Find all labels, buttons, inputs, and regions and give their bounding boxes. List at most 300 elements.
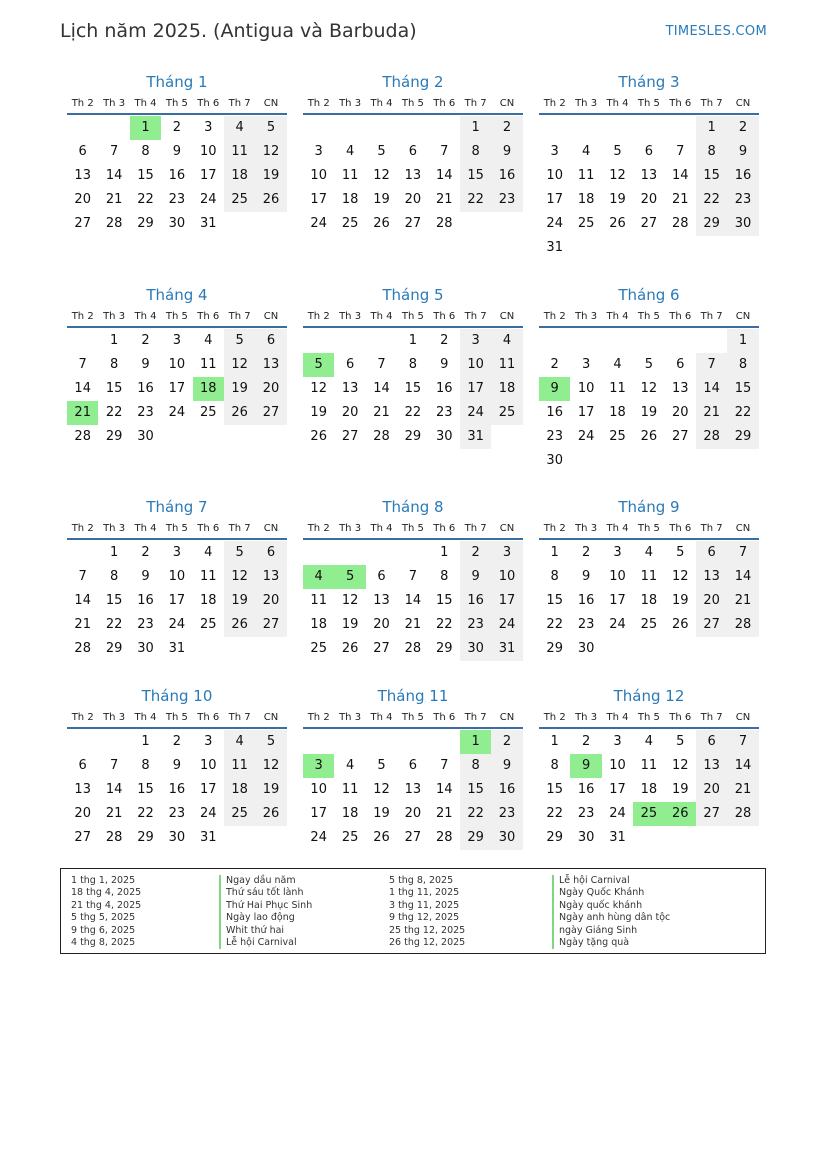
holiday-day-cell: 26 [665, 802, 696, 826]
day-cell: 16 [727, 164, 758, 188]
day-cell: 5 [255, 730, 286, 754]
weekday-label: Th 6 [197, 98, 220, 109]
day-cell: 13 [640, 168, 658, 183]
day-cell: 18 [199, 593, 217, 608]
day-cell: 10 [168, 569, 186, 584]
day-cell: 29 [460, 826, 491, 850]
day-cell: 2 [141, 545, 150, 560]
month-title: Tháng 1 [146, 73, 208, 91]
day-cell: 13 [671, 381, 689, 396]
day-cell: 18 [224, 778, 255, 802]
month-title: Tháng 6 [618, 286, 680, 304]
weekday-label: Th 2 [307, 98, 330, 109]
day-cell: 1 [141, 734, 150, 749]
day-cell: 31 [199, 830, 217, 845]
day-cell: 28 [435, 216, 453, 231]
legend-holiday-name: Whit thứ hai [219, 925, 312, 937]
day-cell: 25 [199, 617, 217, 632]
day-cell: 28 [373, 429, 390, 444]
day-cell: 27 [696, 802, 727, 826]
day-cell: 15 [727, 377, 758, 401]
weekday-label: Th 5 [401, 98, 424, 109]
day-cell: 7 [408, 569, 417, 584]
day-cell: 18 [640, 782, 658, 797]
day-cell: 30 [460, 637, 491, 661]
weekday-label: Th 3 [103, 523, 126, 534]
weekday-label: Th 3 [575, 523, 598, 534]
day-cell: 8 [696, 140, 727, 164]
day-cell: 17 [546, 192, 563, 207]
month-block [539, 285, 759, 473]
day-cell: 28 [727, 802, 758, 826]
day-cell: 5 [377, 144, 386, 159]
day-cell: 27 [404, 216, 422, 231]
days-grid [539, 541, 759, 661]
day-cell: 18 [341, 806, 359, 821]
weekday-label: Th 2 [543, 311, 566, 322]
day-cell: 20 [404, 192, 422, 207]
empty-cell [334, 730, 365, 754]
day-cell: 23 [577, 806, 595, 821]
day-cell: 31 [199, 216, 217, 231]
empty-cell [429, 730, 460, 754]
day-cell: 29 [137, 216, 154, 231]
day-cell: 20 [255, 377, 286, 401]
weekday-label: Th 4 [370, 523, 393, 534]
day-cell: 27 [255, 401, 286, 425]
day-cell: 6 [345, 357, 355, 372]
weekday-label: Th 2 [71, 712, 94, 723]
day-cell: 11 [341, 782, 359, 797]
day-cell: 18 [491, 377, 522, 401]
day-cell: 15 [546, 782, 563, 797]
empty-cell [334, 329, 365, 353]
legend-holiday-name: Thứ Hai Phục Sinh [219, 900, 312, 912]
day-cell: 5 [377, 758, 386, 773]
weekday-label: CN [263, 311, 279, 322]
day-cell: 16 [546, 405, 563, 420]
legend-holiday-name: Ngày Quốc Khánh [552, 887, 670, 899]
day-cell: 29 [727, 425, 758, 449]
month-title: Tháng 12 [613, 687, 685, 705]
empty-cell [602, 116, 633, 140]
days-grid [539, 730, 759, 850]
day-cell: 19 [341, 617, 359, 632]
weekday-label: Th 3 [575, 311, 598, 322]
weekday-header [303, 709, 523, 729]
month-block [67, 497, 287, 661]
holiday-day-cell: 5 [334, 565, 365, 589]
day-cell: 23 [168, 192, 186, 207]
month-title: Tháng 7 [146, 498, 208, 516]
legend-holiday-name: Ngày tặng quà [552, 937, 670, 949]
day-cell: 2 [581, 734, 591, 749]
weekday-label: Th 7 [700, 712, 723, 723]
day-cell: 2 [491, 730, 522, 754]
days-grid [67, 541, 287, 661]
day-cell: 9 [581, 569, 591, 584]
legend-holiday-date: 18 thg 4, 2025 [71, 887, 142, 899]
day-cell: 7 [78, 569, 87, 584]
day-cell: 8 [109, 357, 119, 372]
day-cell: 24 [199, 806, 217, 821]
day-cell: 17 [609, 782, 626, 797]
day-cell: 3 [613, 734, 622, 749]
month-title: Tháng 9 [618, 498, 680, 516]
day-cell: 15 [404, 381, 422, 396]
weekday-label: Th 7 [464, 311, 487, 322]
day-cell: 21 [74, 617, 91, 632]
day-cell: 19 [671, 593, 689, 608]
day-cell: 10 [310, 168, 327, 183]
day-cell: 4 [204, 333, 213, 348]
holiday-day-cell: 9 [570, 754, 601, 778]
day-cell: 11 [640, 758, 658, 773]
legend-holiday-name: Lễ hội Carnival [552, 875, 670, 887]
days-grid [303, 730, 523, 850]
weekday-label: Th 6 [669, 712, 692, 723]
day-cell: 7 [377, 357, 386, 372]
month-block [303, 686, 523, 850]
day-cell: 27 [671, 429, 689, 444]
day-cell: 4 [204, 545, 213, 560]
days-grid [303, 116, 523, 236]
day-cell: 7 [696, 353, 727, 377]
day-cell: 21 [105, 806, 123, 821]
day-cell: 15 [460, 164, 491, 188]
legend-holiday-date: 4 thg 8, 2025 [71, 936, 136, 948]
days-grid [539, 329, 759, 473]
day-cell: 6 [676, 357, 685, 372]
day-cell: 2 [460, 541, 491, 565]
weekday-label: Th 2 [543, 712, 566, 723]
holiday-day-cell: 9 [539, 377, 570, 401]
day-cell: 28 [74, 641, 91, 656]
weekday-label: Th 7 [700, 98, 723, 109]
weekday-header [303, 520, 523, 540]
empty-cell [397, 730, 428, 754]
day-cell: 15 [137, 168, 154, 183]
legend-holiday-date: 5 thg 8, 2025 [389, 875, 454, 886]
day-cell: 8 [460, 754, 491, 778]
legend-dates-left [71, 875, 141, 949]
day-cell: 19 [609, 192, 626, 207]
day-cell: 12 [609, 168, 626, 183]
legend-holiday-date: 1 thg 11, 2025 [389, 887, 460, 899]
day-cell: 12 [640, 381, 658, 396]
day-cell: 14 [74, 593, 91, 608]
weekday-label: Th 4 [134, 712, 157, 723]
weekday-label: Th 6 [669, 311, 692, 322]
empty-cell [633, 116, 664, 140]
legend-holiday-name: Thứ sáu tốt lành [219, 887, 312, 899]
day-cell: 20 [373, 617, 390, 632]
day-cell: 10 [310, 782, 327, 797]
day-cell: 23 [460, 613, 491, 637]
weekday-label: CN [499, 311, 515, 322]
day-cell: 13 [373, 593, 390, 608]
days-grid [303, 329, 523, 449]
day-cell: 5 [255, 116, 286, 140]
weekday-label: CN [263, 712, 279, 723]
day-cell: 9 [460, 565, 491, 589]
day-cell: 2 [727, 116, 758, 140]
empty-cell [696, 329, 727, 353]
day-cell: 22 [137, 192, 154, 207]
day-cell: 25 [609, 429, 626, 444]
day-cell: 25 [491, 401, 522, 425]
day-cell: 17 [199, 168, 217, 183]
empty-cell [570, 116, 601, 140]
day-cell: 6 [255, 541, 286, 565]
day-cell: 19 [640, 405, 658, 420]
day-cell: 19 [373, 192, 390, 207]
empty-cell [665, 329, 696, 353]
day-cell: 26 [255, 802, 286, 826]
day-cell: 23 [577, 617, 595, 632]
day-cell: 30 [435, 429, 453, 444]
day-cell: 30 [577, 830, 595, 845]
legend-holiday-date: 1 thg 1, 2025 [71, 875, 136, 886]
day-cell: 7 [78, 357, 87, 372]
weekday-label: Th 7 [464, 98, 487, 109]
day-cell: 23 [137, 405, 154, 420]
weekday-label: Th 7 [464, 523, 487, 534]
day-cell: 19 [671, 782, 689, 797]
day-cell: 12 [255, 754, 286, 778]
day-cell: 25 [310, 641, 327, 656]
day-cell: 25 [640, 617, 658, 632]
weekday-label: Th 5 [165, 712, 188, 723]
day-cell: 20 [404, 806, 422, 821]
weekday-label: Th 3 [339, 523, 362, 534]
day-cell: 13 [696, 754, 727, 778]
brand-link[interactable]: TIMESLES.COM [665, 24, 767, 39]
legend-holiday-date: 5 thg 5, 2025 [71, 912, 136, 924]
weekday-label: CN [263, 98, 279, 109]
day-cell: 21 [373, 405, 390, 420]
day-cell: 26 [224, 401, 255, 425]
month-title: Tháng 3 [618, 73, 680, 91]
weekday-label: CN [499, 523, 515, 534]
month-title: Tháng 5 [382, 286, 444, 304]
day-cell: 1 [460, 116, 491, 140]
day-cell: 5 [644, 357, 653, 372]
day-cell: 31 [460, 425, 491, 449]
day-cell: 8 [141, 144, 150, 159]
day-cell: 30 [727, 212, 758, 236]
day-cell: 6 [78, 758, 87, 773]
day-cell: 8 [460, 140, 491, 164]
day-cell: 6 [408, 144, 417, 159]
day-cell: 26 [255, 188, 286, 212]
day-cell: 6 [78, 144, 87, 159]
day-cell: 18 [224, 164, 255, 188]
empty-cell [303, 329, 334, 353]
day-cell: 4 [581, 144, 591, 159]
day-cell: 14 [727, 754, 758, 778]
empty-cell [98, 116, 129, 140]
weekday-header [67, 520, 287, 540]
empty-cell [397, 541, 428, 565]
day-cell: 9 [172, 758, 181, 773]
weekday-header [303, 95, 523, 115]
weekday-label: CN [735, 98, 751, 109]
legend-dates-right [389, 875, 465, 949]
day-cell: 13 [74, 168, 91, 183]
day-cell: 29 [404, 429, 422, 444]
day-cell: 12 [671, 758, 689, 773]
legend-holiday-date: 26 thg 12, 2025 [389, 936, 466, 948]
day-cell: 18 [609, 405, 626, 420]
days-grid [303, 541, 523, 661]
legend-holiday-date: 3 thg 11, 2025 [389, 899, 460, 911]
holiday-day-cell: 4 [303, 565, 334, 589]
legend-holiday-name: Ngày lao động [219, 912, 312, 924]
weekday-label: CN [735, 523, 751, 534]
day-cell: 21 [105, 192, 123, 207]
day-cell: 3 [491, 541, 522, 565]
day-cell: 15 [137, 782, 154, 797]
day-cell: 6 [377, 569, 386, 584]
weekday-label: Th 3 [339, 98, 362, 109]
day-cell: 15 [105, 381, 123, 396]
day-cell: 17 [310, 806, 327, 821]
day-cell: 19 [255, 778, 286, 802]
day-cell: 10 [491, 565, 522, 589]
day-cell: 20 [74, 192, 91, 207]
day-cell: 2 [581, 545, 591, 560]
day-cell: 27 [74, 216, 91, 231]
day-cell: 3 [581, 357, 591, 372]
weekday-header [303, 308, 523, 328]
day-cell: 19 [255, 164, 286, 188]
day-cell: 11 [224, 140, 255, 164]
day-cell: 21 [727, 778, 758, 802]
day-cell: 26 [310, 429, 327, 444]
day-cell: 9 [727, 140, 758, 164]
empty-cell [570, 329, 601, 353]
day-cell: 31 [609, 830, 626, 845]
days-grid [67, 329, 287, 449]
day-cell: 25 [341, 830, 359, 845]
empty-cell [366, 116, 397, 140]
day-cell: 14 [435, 168, 453, 183]
weekday-label: Th 6 [669, 523, 692, 534]
empty-cell [303, 730, 334, 754]
weekday-label: Th 6 [433, 311, 456, 322]
day-cell: 15 [105, 593, 123, 608]
day-cell: 8 [109, 569, 119, 584]
day-cell: 13 [255, 565, 286, 589]
day-cell: 17 [460, 377, 491, 401]
day-cell: 3 [172, 333, 181, 348]
day-cell: 16 [460, 589, 491, 613]
day-cell: 31 [491, 637, 522, 661]
day-cell: 6 [644, 144, 653, 159]
day-cell: 23 [137, 617, 154, 632]
day-cell: 28 [74, 429, 91, 444]
empty-cell [366, 541, 397, 565]
day-cell: 3 [613, 545, 622, 560]
day-cell: 7 [727, 541, 758, 565]
day-cell: 10 [199, 144, 217, 159]
day-cell: 24 [168, 617, 186, 632]
weekday-header [539, 95, 759, 115]
day-cell: 10 [199, 758, 217, 773]
day-cell: 19 [224, 377, 255, 401]
day-cell: 24 [491, 613, 522, 637]
day-cell: 26 [373, 830, 390, 845]
day-cell: 27 [640, 216, 658, 231]
day-cell: 9 [141, 569, 150, 584]
day-cell: 5 [224, 541, 255, 565]
day-cell: 9 [440, 357, 449, 372]
day-cell: 17 [577, 405, 595, 420]
day-cell: 10 [609, 758, 626, 773]
day-cell: 30 [168, 216, 186, 231]
holiday-day-cell: 1 [460, 730, 491, 754]
empty-cell [429, 116, 460, 140]
day-cell: 21 [696, 401, 727, 425]
day-cell: 29 [435, 641, 453, 656]
day-cell: 28 [105, 830, 123, 845]
day-cell: 25 [224, 802, 255, 826]
weekday-label: Th 5 [637, 311, 660, 322]
day-cell: 11 [199, 569, 217, 584]
day-cell: 31 [546, 240, 563, 255]
weekday-header [67, 709, 287, 729]
day-cell: 9 [172, 144, 181, 159]
weekday-label: Th 4 [134, 311, 157, 322]
day-cell: 29 [546, 830, 563, 845]
day-cell: 11 [491, 353, 522, 377]
day-cell: 2 [172, 734, 181, 749]
day-cell: 3 [172, 545, 181, 560]
day-cell: 24 [460, 401, 491, 425]
day-cell: 3 [460, 329, 491, 353]
day-cell: 31 [168, 641, 186, 656]
day-cell: 11 [341, 168, 359, 183]
day-cell: 4 [224, 116, 255, 140]
holiday-day-cell: 3 [303, 754, 334, 778]
day-cell: 4 [345, 144, 355, 159]
weekday-label: Th 4 [134, 98, 157, 109]
day-cell: 9 [491, 754, 522, 778]
day-cell: 24 [577, 429, 595, 444]
day-cell: 24 [609, 806, 626, 821]
day-cell: 2 [141, 333, 150, 348]
day-cell: 12 [255, 140, 286, 164]
month-block [303, 285, 523, 449]
day-cell: 21 [435, 192, 453, 207]
empty-cell [303, 541, 334, 565]
day-cell: 24 [546, 216, 563, 231]
day-cell: 27 [373, 641, 390, 656]
legend-holiday-name: Ngày quốc khánh [552, 900, 670, 912]
legend-names-left [219, 875, 312, 949]
weekday-label: Th 6 [433, 98, 456, 109]
day-cell: 22 [727, 401, 758, 425]
weekday-label: Th 5 [165, 311, 188, 322]
day-cell: 21 [671, 192, 689, 207]
weekday-label: Th 5 [401, 311, 424, 322]
weekday-label: Th 3 [575, 98, 598, 109]
weekday-label: Th 3 [103, 712, 126, 723]
day-cell: 12 [373, 782, 390, 797]
day-cell: 28 [435, 830, 453, 845]
weekday-label: Th 2 [307, 712, 330, 723]
